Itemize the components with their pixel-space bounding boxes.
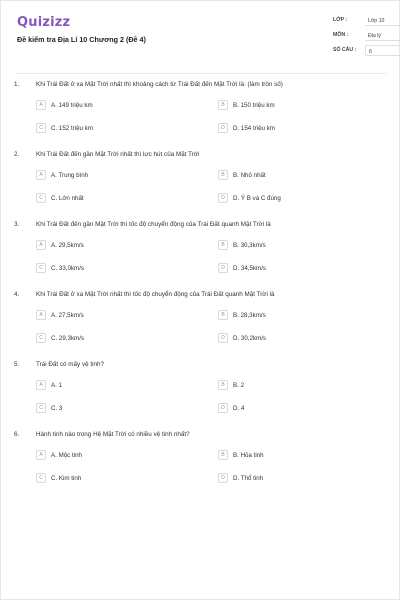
- question-number: 4.: [14, 291, 20, 298]
- meta-value-count: 6: [365, 45, 400, 56]
- option-letter-box: B: [218, 310, 228, 320]
- option-text: C. 33,0km/s: [51, 265, 85, 272]
- quizizz-logo: Quizizz: [17, 15, 71, 30]
- option-text: A. 27,5km/s: [51, 312, 84, 319]
- question-number: 2.: [14, 151, 20, 158]
- meta-panel: [333, 15, 400, 60]
- option-letter-box: C: [36, 193, 46, 203]
- option-c[interactable]: [36, 403, 186, 415]
- option-d[interactable]: [218, 193, 368, 205]
- option-a[interactable]: [36, 240, 186, 252]
- option-c[interactable]: [36, 333, 186, 345]
- question-number: 5.: [14, 361, 20, 368]
- option-letter-box: A: [36, 450, 46, 460]
- option-letter-box: D: [218, 473, 228, 483]
- question-1: [1, 78, 400, 148]
- question-5: [1, 358, 400, 428]
- option-text: D. 34,5km/s: [233, 265, 267, 272]
- option-letter-box: B: [218, 380, 228, 390]
- option-letter-box: B: [218, 100, 228, 110]
- option-letter-box: A: [36, 240, 46, 250]
- option-letter-box: D: [218, 123, 228, 133]
- option-text: A. Trung bình: [51, 172, 89, 179]
- option-c[interactable]: [36, 473, 186, 485]
- option-text: C. Lớn nhất: [51, 195, 84, 202]
- option-letter-box: A: [36, 170, 46, 180]
- option-text: C. Kim tinh: [51, 475, 82, 482]
- option-a[interactable]: [36, 100, 186, 112]
- option-b[interactable]: [218, 100, 368, 112]
- option-letter-box: D: [218, 193, 228, 203]
- option-text: C. 3: [51, 405, 63, 412]
- option-letter-box: C: [36, 473, 46, 483]
- option-a[interactable]: [36, 310, 186, 322]
- question-number: 3.: [14, 221, 20, 228]
- option-text: B. 150 triệu km: [233, 102, 275, 109]
- option-text: A. 29,5km/s: [51, 242, 84, 249]
- option-letter-box: D: [218, 403, 228, 413]
- option-text: D. 30,2km/s: [233, 335, 267, 342]
- option-text: D. Thổ tinh: [233, 475, 264, 482]
- option-text: D. 154 triệu km: [233, 125, 275, 132]
- option-text: D. Ý B và C đúng: [233, 195, 281, 202]
- option-text: A. 149 triệu km: [51, 102, 93, 109]
- option-d[interactable]: [218, 473, 368, 485]
- option-letter-box: C: [36, 263, 46, 273]
- question-text: Trái Đất có mấy vệ tinh?: [36, 361, 105, 368]
- option-c[interactable]: [36, 123, 186, 135]
- option-text: B. 30,3km/s: [233, 242, 266, 249]
- option-letter-box: C: [36, 403, 46, 413]
- option-text: A. 1: [51, 382, 63, 389]
- option-letter-box: B: [218, 170, 228, 180]
- question-text: Hành tinh nào trong Hệ Mặt Trời có nhiều vệ tinh nhất?: [36, 431, 190, 438]
- option-d[interactable]: [218, 123, 368, 135]
- question-text: Khi Trái Đất đến gần Mặt Trời thì tốc độ chuyển động của Trái Đất quanh Mặt Trời là: [36, 221, 271, 228]
- option-letter-box: D: [218, 333, 228, 343]
- question-6: [1, 428, 400, 498]
- question-text: Khi Trái Đất ở xa Mặt Trời nhất thì khoảng cách từ Trái Đất đến Mặt Trời là: (làm tròn số): [36, 81, 283, 88]
- option-text: A. Mộc tinh: [51, 452, 82, 459]
- option-a[interactable]: [36, 450, 186, 462]
- option-a[interactable]: [36, 170, 186, 182]
- option-letter-box: A: [36, 100, 46, 110]
- question-text: Khi Trái Đất ở xa Mặt Trời nhất thì tốc độ chuyển động của Trái Đất quanh Mặt Trời là: [36, 291, 275, 298]
- option-b[interactable]: [218, 450, 368, 462]
- worksheet-header: [15, 13, 387, 71]
- option-d[interactable]: [218, 263, 368, 275]
- question-4: [1, 288, 400, 358]
- option-b[interactable]: [218, 380, 368, 392]
- option-text: B. 2: [233, 382, 245, 389]
- meta-label-subject: MÔN :: [333, 32, 349, 38]
- option-letter-box: B: [218, 240, 228, 250]
- question-list: [1, 78, 400, 498]
- question-text: Khi Trái Đất đến gần Mặt Trời nhất thì lực hút của Mặt Trời: [36, 151, 200, 158]
- option-letter-box: C: [36, 333, 46, 343]
- option-letter-box: B: [218, 450, 228, 460]
- option-d[interactable]: [218, 403, 368, 415]
- option-b[interactable]: [218, 310, 368, 322]
- option-text: B. Nhỏ nhất: [233, 172, 266, 179]
- question-number: 1.: [14, 81, 20, 88]
- option-d[interactable]: [218, 333, 368, 345]
- meta-value-class: Lớp 10: [365, 15, 400, 26]
- header-divider: [15, 73, 387, 74]
- question-2: [1, 148, 400, 218]
- option-b[interactable]: [218, 170, 368, 182]
- option-text: C. 29,3km/s: [51, 335, 85, 342]
- option-text: D. 4: [233, 405, 245, 412]
- option-letter-box: A: [36, 310, 46, 320]
- option-letter-box: A: [36, 380, 46, 390]
- question-3: [1, 218, 400, 288]
- meta-label-count: SỐ CÂU :: [333, 47, 357, 53]
- meta-row-class: [333, 15, 400, 30]
- option-a[interactable]: [36, 380, 186, 392]
- meta-row-subject: [333, 30, 400, 45]
- option-letter-box: D: [218, 263, 228, 273]
- meta-value-subject: Địa lý: [365, 30, 400, 41]
- option-text: B. Hỏa tinh: [233, 452, 264, 459]
- option-letter-box: C: [36, 123, 46, 133]
- option-text: C. 152 triệu km: [51, 125, 93, 132]
- option-c[interactable]: [36, 263, 186, 275]
- option-c[interactable]: [36, 193, 186, 205]
- question-number: 6.: [14, 431, 20, 438]
- meta-label-class: LỚP :: [333, 17, 348, 23]
- option-b[interactable]: [218, 240, 368, 252]
- option-text: B. 28,3km/s: [233, 312, 266, 319]
- page-title: Đề kiểm tra Địa Lí 10 Chương 2 (Đề 4): [17, 35, 146, 44]
- meta-row-count: [333, 45, 400, 60]
